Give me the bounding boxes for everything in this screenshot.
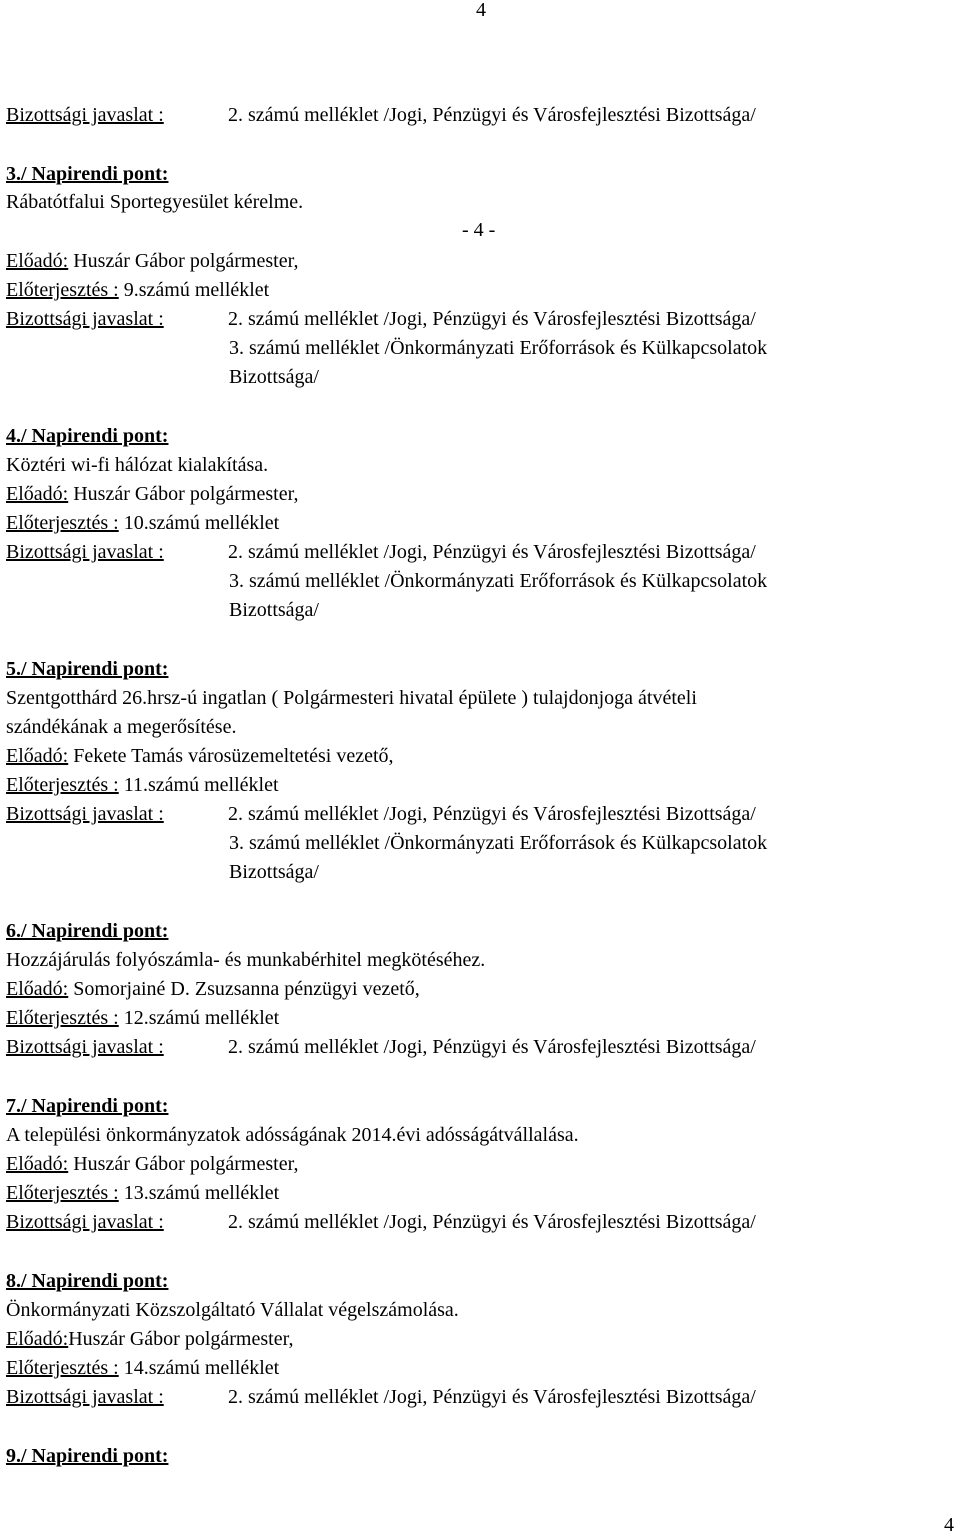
agenda-subject: A települési önkormányzatok adósságának 2014.évi adósságátvállalása. <box>6 1124 579 1146</box>
submission-label: Előterjesztés : <box>6 1007 119 1029</box>
submission-label: Előterjesztés : <box>6 279 119 301</box>
committee-label: Bizottsági javaslat : <box>6 1036 164 1058</box>
presenter-line <box>6 1327 293 1351</box>
submission-label: Előterjesztés : <box>6 1357 119 1379</box>
submission-text: 10.számú melléklet <box>118 512 280 534</box>
agenda-heading: 4./ Napirendi pont: <box>6 425 169 447</box>
committee-text: 2. számú melléklet /Jogi, Pénzügyi és Városfejlesztési Bizottsága/ <box>228 104 756 126</box>
committee-label: Bizottsági javaslat : <box>6 308 164 330</box>
submission-line <box>6 1356 279 1380</box>
presenter-line <box>6 744 394 768</box>
presenter-line <box>6 482 298 506</box>
presenter-label: Előadó: <box>6 483 69 505</box>
committee-text: 2. számú melléklet /Jogi, Pénzügyi és Városfejlesztési Bizottsága/ <box>228 308 756 330</box>
submission-label: Előterjesztés : <box>6 774 119 796</box>
agenda-subject-2: szándékának a megerősítése. <box>6 716 237 738</box>
agenda-heading: 8./ Napirendi pont: <box>6 1270 169 1292</box>
agenda-subject: Köztéri wi-fi hálózat kialakítása. <box>6 454 269 476</box>
submission-text: 14.számú melléklet <box>118 1357 280 1379</box>
committee-text-3: Bizottsága/ <box>229 861 319 883</box>
committee-line <box>6 1385 756 1409</box>
presenter-label: Előadó: <box>6 1153 69 1175</box>
committee-label: Bizottsági javaslat : <box>6 541 164 563</box>
committee-line <box>6 103 756 127</box>
submission-line <box>6 1006 279 1030</box>
presenter-line <box>6 977 420 1001</box>
committee-text-2: 3. számú melléklet /Önkormányzati Erőforrások és Külkapcsolatok <box>229 570 768 592</box>
committee-text: 2. számú melléklet /Jogi, Pénzügyi és Városfejlesztési Bizottsága/ <box>228 803 756 825</box>
committee-text-3: Bizottsága/ <box>229 366 319 388</box>
agenda-subject: Hozzájárulás folyószámla- és munkabérhitel megkötéséhez. <box>6 949 486 971</box>
agenda-heading: 9./ Napirendi pont: <box>6 1445 169 1467</box>
presenter-label: Előadó: <box>6 745 69 767</box>
presenter-label: Előadó: <box>6 1328 69 1350</box>
header-page-number: 4 <box>476 0 486 21</box>
submission-text: 11.számú melléklet <box>118 774 279 796</box>
presenter-text: Somorjainé D. Zsuzsanna pénzügyi vezető, <box>68 978 420 1000</box>
presenter-line <box>6 249 298 273</box>
agenda-heading: 3./ Napirendi pont: <box>6 163 169 185</box>
presenter-text: Fekete Tamás városüzemeltetési vezető, <box>68 745 394 767</box>
presenter-text: Huszár Gábor polgármester, <box>68 1153 299 1175</box>
submission-text: 12.számú melléklet <box>118 1007 280 1029</box>
committee-line <box>6 540 756 564</box>
committee-text-2: 3. számú melléklet /Önkormányzati Erőforrások és Külkapcsolatok <box>229 832 768 854</box>
committee-line <box>6 1210 756 1234</box>
presenter-label: Előadó: <box>6 978 69 1000</box>
agenda-heading: 6./ Napirendi pont: <box>6 920 169 942</box>
presenter-line <box>6 1152 298 1176</box>
agenda-subject: Rábatótfalui Sportegyesület kérelme. <box>6 191 304 213</box>
committee-line <box>6 307 756 331</box>
committee-text: 2. számú melléklet /Jogi, Pénzügyi és Városfejlesztési Bizottsága/ <box>228 541 756 563</box>
committee-text: 2. számú melléklet /Jogi, Pénzügyi és Városfejlesztési Bizottsága/ <box>228 1036 756 1058</box>
committee-text-3: Bizottsága/ <box>229 599 319 621</box>
committee-line <box>6 1035 756 1059</box>
presenter-label: Előadó: <box>6 250 69 272</box>
submission-text: 9.számú melléklet <box>118 279 270 301</box>
center-page-marker: - 4 - <box>462 219 496 241</box>
committee-label: Bizottsági javaslat : <box>6 1211 164 1233</box>
submission-text: 13.számú melléklet <box>118 1182 280 1204</box>
presenter-text: Huszár Gábor polgármester, <box>68 250 299 272</box>
committee-line <box>6 802 756 826</box>
presenter-text: Huszár Gábor polgármester, <box>68 1328 294 1350</box>
agenda-heading: 7./ Napirendi pont: <box>6 1095 169 1117</box>
committee-label: Bizottsági javaslat : <box>6 1386 164 1408</box>
committee-label: Bizottsági javaslat : <box>6 104 164 126</box>
agenda-heading: 5./ Napirendi pont: <box>6 658 169 680</box>
committee-text: 2. számú melléklet /Jogi, Pénzügyi és Városfejlesztési Bizottsága/ <box>228 1386 756 1408</box>
submission-label: Előterjesztés : <box>6 1182 119 1204</box>
submission-line <box>6 511 279 535</box>
committee-text-2: 3. számú melléklet /Önkormányzati Erőforrások és Külkapcsolatok <box>229 337 768 359</box>
agenda-subject: Szentgotthárd 26.hrsz-ú ingatlan ( Polgármesteri hivatal épülete ) tulajdonjoga átvételi <box>6 687 697 709</box>
submission-label: Előterjesztés : <box>6 512 119 534</box>
committee-label: Bizottsági javaslat : <box>6 803 164 825</box>
presenter-text: Huszár Gábor polgármester, <box>68 483 299 505</box>
submission-line <box>6 1181 279 1205</box>
committee-text: 2. számú melléklet /Jogi, Pénzügyi és Városfejlesztési Bizottsága/ <box>228 1211 756 1233</box>
footer-page-number: 4 <box>944 1514 954 1536</box>
submission-line <box>6 278 269 302</box>
agenda-subject: Önkormányzati Közszolgáltató Vállalat végelszámolása. <box>6 1299 459 1321</box>
submission-line <box>6 773 279 797</box>
